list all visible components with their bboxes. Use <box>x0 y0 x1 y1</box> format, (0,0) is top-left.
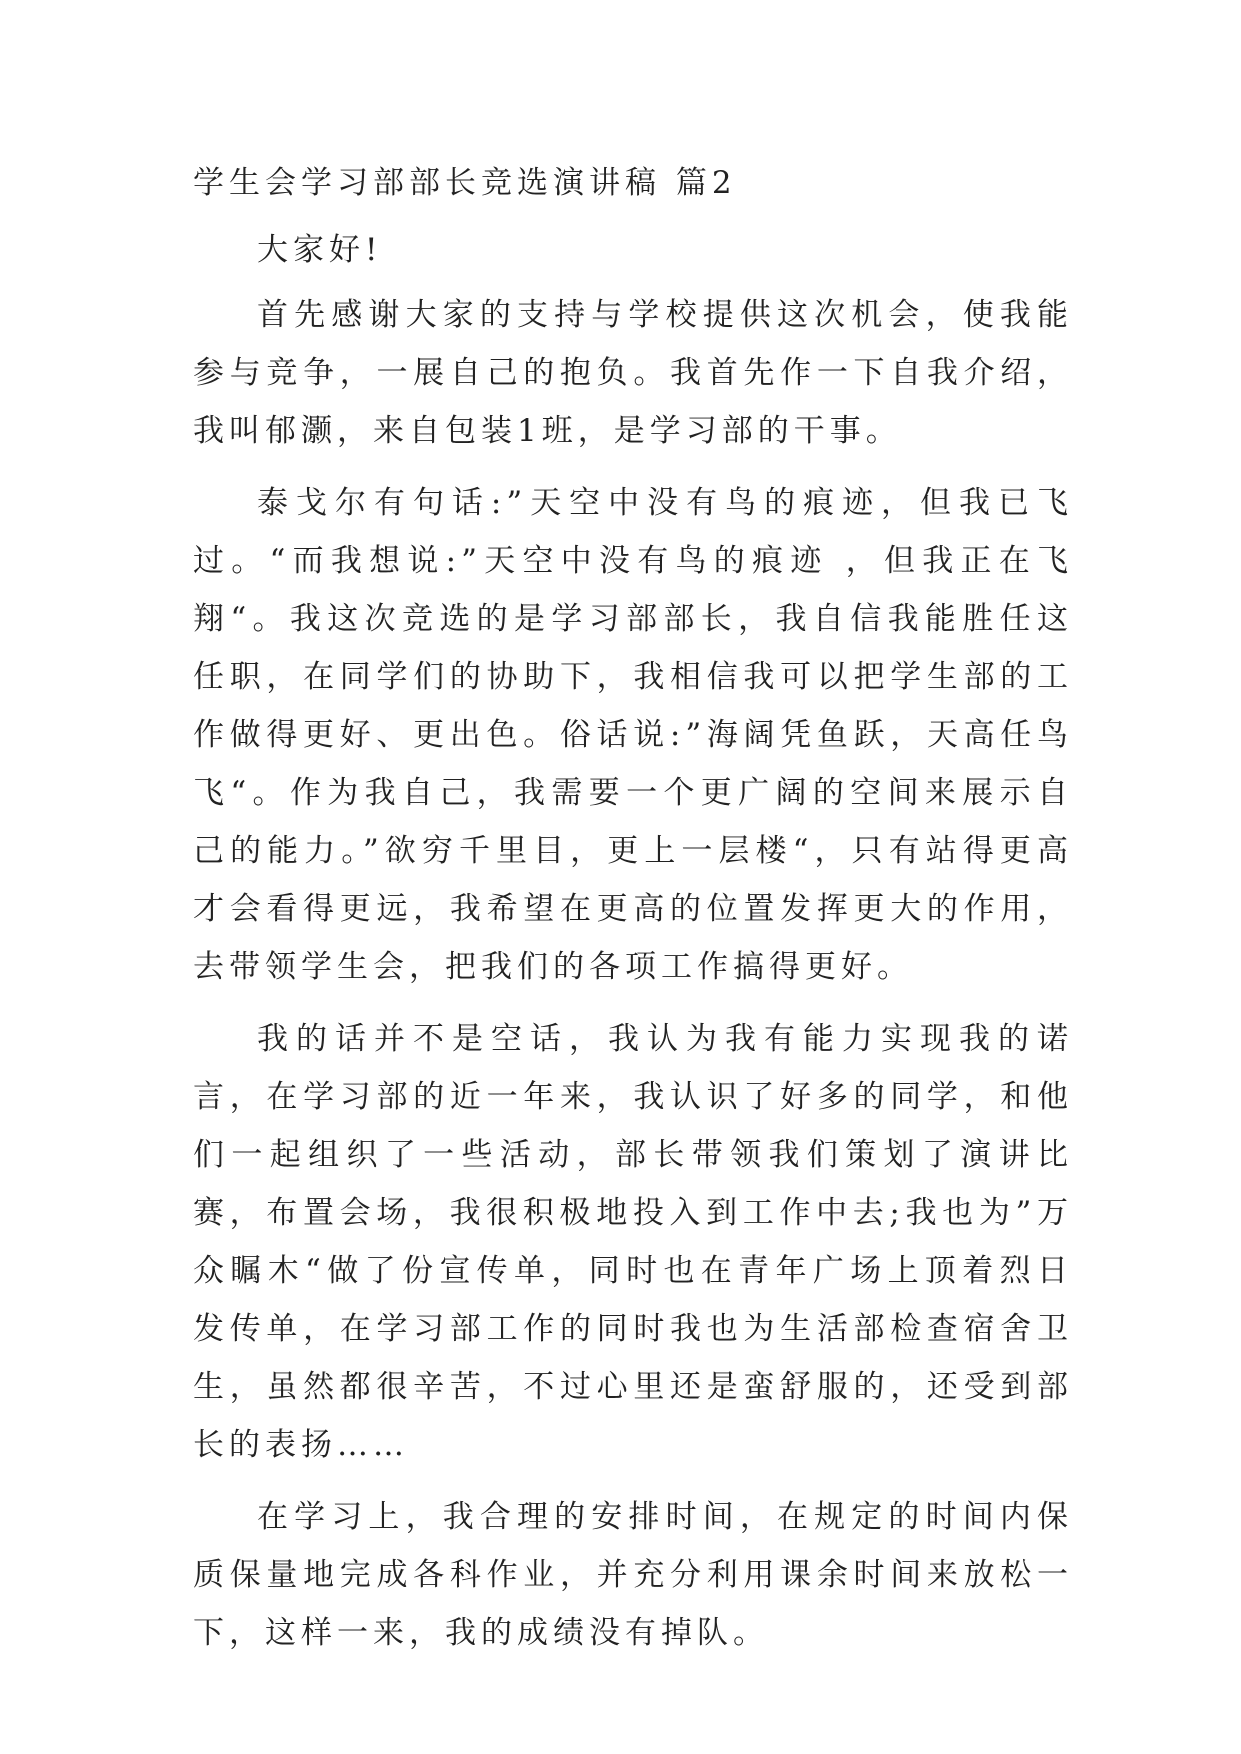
paragraph-motivation: 泰戈尔有句话:”天空中没有鸟的痕迹，但我已飞过。“而我想说:”天空中没有鸟的痕迹 ，但我正在飞翔“。我这次竞选的是学习部部长，我自信我能胜任这任职，在同学们的协助下，我相信我可以把学生部的工作做得更好、更出色。俗话说:”海阔凭鱼跃，天高任鸟飞“。作为我自己，我需要一个更广阔的空间来展示自己的能力。”欲穷千里目，更上一层楼“，只有站得更高才会看得更远，我希望在更高的位置发挥更大的作用，去带领学生会，把我们的各项工作搞得更好。 <box>193 485 1073 985</box>
paragraph-experience: 我的话并不是空话，我认为我有能力实现我的诺言，在学习部的近一年来，我认识了好多的同学，和他们一起组织了一些活动，部长带领我们策划了演讲比赛，布置会场，我很积极地投入到工作中去;我也为”万众瞩木“做了份宣传单，同时也在青年广场上顶着烈日发传单，在学习部工作的同时我也为生活部检查宿舍卫生，虽然都很辛苦，不过心里还是蛮舒服的，还受到部长的表扬…… <box>193 1021 1073 1463</box>
document-title: 学生会学习部部长竞选演讲稿 篇2 <box>193 165 737 201</box>
document-body <box>193 160 1073 1676</box>
paragraph-study: 在学习上，我合理的安排时间，在规定的时间内保质保量地完成各科作业，并充分利用课余时间来放松一下，这样一来，我的成绩没有掉队。 <box>193 1499 1073 1651</box>
paragraph-introduction: 首先感谢大家的支持与学校提供这次机会，使我能参与竞争，一展自己的抱负。我首先作一下自我介绍，我叫郁灏，来自包装1班，是学习部的干事。 <box>193 297 1073 449</box>
paragraph-greeting: 大家好! <box>257 232 383 268</box>
